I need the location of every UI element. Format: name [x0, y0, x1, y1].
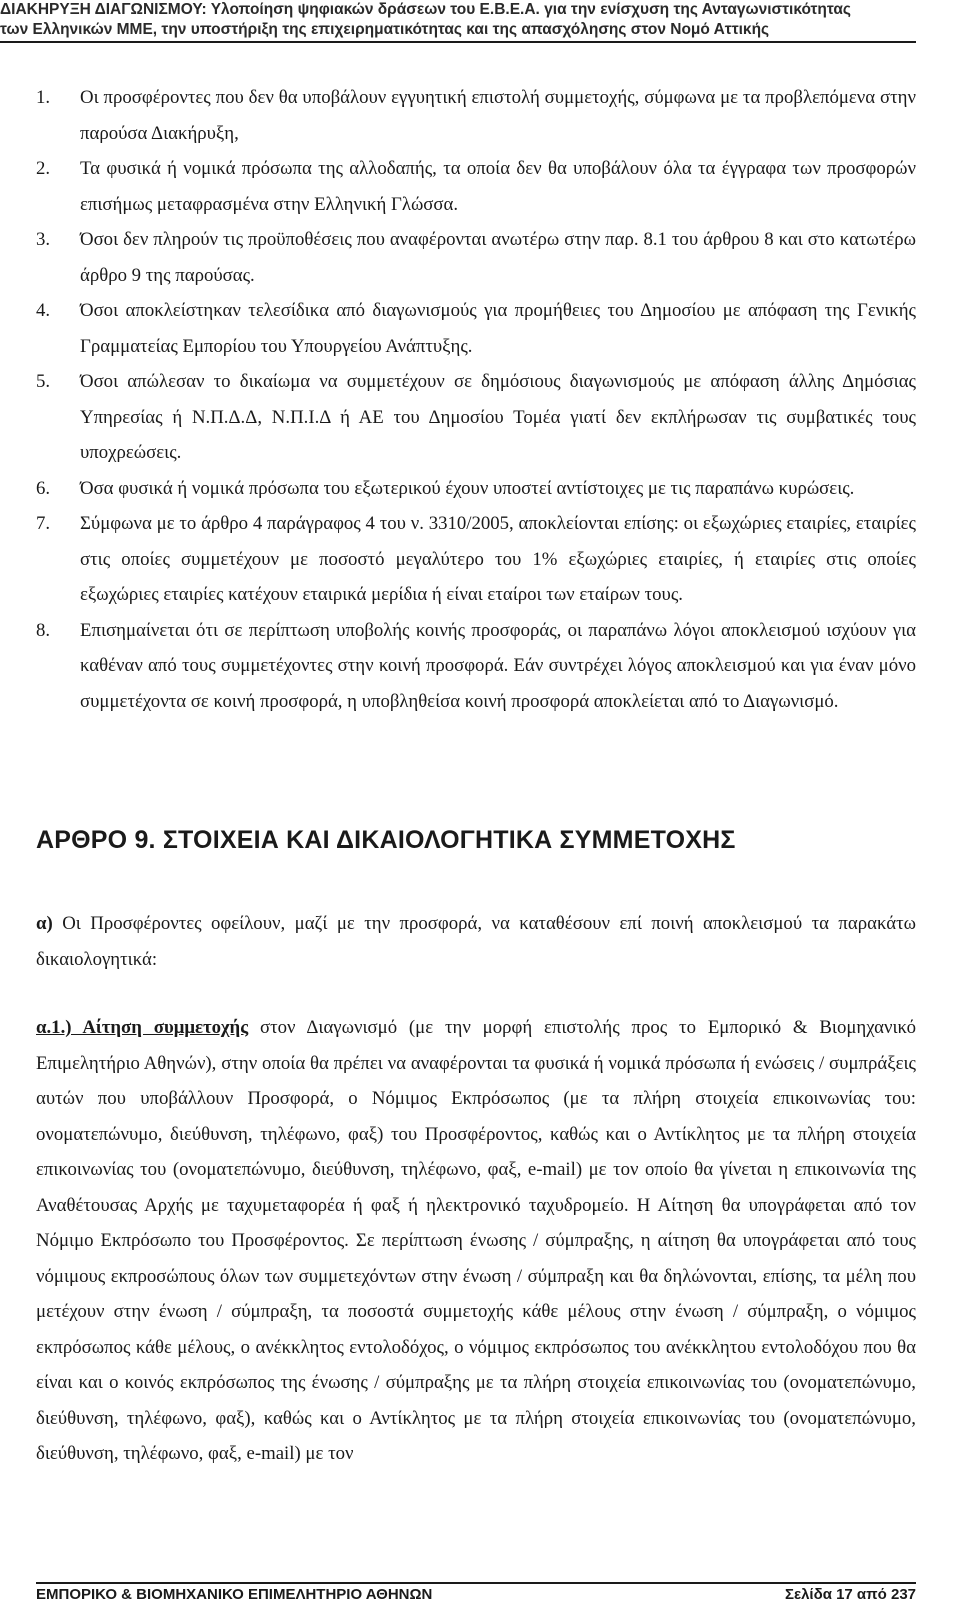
page-footer — [36, 1582, 916, 1603]
list-item-text: Όσα φυσικά ή νομικά πρόσωπα του εξωτερικού έχουν υποστεί αντίστοιχες με τις παραπάνω κυρώσεις. — [80, 477, 855, 499]
paragraph-a-label: α) — [36, 913, 53, 934]
list-item-text: Τα φυσικά ή νομικά πρόσωπα της αλλοδαπής, τα οποία δεν θα υποβάλουν όλα τα έγγραφα των προσφορών επισήμως μεταφρασμένα στην Ελληνική Γλώσσα. — [80, 158, 916, 215]
header-line-2: των Ελληνικών ΜΜΕ, την υποστήριξη της επιχειρηματικότητας και της απασχόλησης στον Νομό Αττικής — [0, 21, 770, 38]
list-item-text: Όσοι απώλεσαν το δικαίωμα να συμμετέχουν σε δημόσιους διαγωνισμούς με απόφαση άλλης Δημόσιας Υπηρεσίας ή Ν.Π.Δ.Δ, Ν.Π.Ι.Δ ή ΑΕ του Δημοσίου Τομέα γιατί δεν εκπλήρωσαν τις συμβατικές τους υποχρεώσεις. — [80, 371, 916, 463]
paragraph-a1 — [36, 1010, 916, 1472]
page-header — [0, 0, 916, 43]
paragraph-a1-label: α.1.) Αίτηση συμμετοχής — [36, 1017, 249, 1038]
list-item-number: 5. — [36, 371, 51, 392]
paragraph-a1-text: στον Διαγωνισμό (με την μορφή επιστολής προς το Εμπορικό & Βιομηχανικό Επιμελητήριο Αθηνών), στην οποία θα πρέπει να αναφέρονται τα φυσικά ή νομικά πρόσωπα ή ενώσεις / συμπράξεις αυτών που υποβάλλουν Προσφορά, ο Νόμιμος Εκπρόσωπος (με τα πλήρη στοιχεία επικοινωνίας του: ονοματεπώνυμο, διεύθυνση, τηλέφωνο, φαξ) του Προσφέροντος, καθώς και ο Αντίκλητος με τα πλήρη στοιχεία επικοινωνίας του (ονοματεπώνυμο, διεύθυνση, τηλέφωνο, φαξ, e-mail) με τον οποίο θα γίνεται η επικοινωνία της Αναθέτουσας Αρχής με ταχυμεταφορέα ή φαξ ή ηλεκτρονικό ταχυδρομείο. Η Αίτηση θα υπογράφεται από τον Νόμιμο Εκπρόσωπο του Προσφέροντος. Σε περίπτωση ένωσης / σύμπραξης, η αίτηση θα υπογράφεται από τους νόμιμους εκπροσώπους όλων των συμμετεχόντων στην ένωση / σύμπραξη και θα δηλώνονται, επίσης, τα μέλη που μετέχουν στην ένωση / σύμπραξη, τα ποσοστά συμμετοχής κάθε μέλους στην ένωση / σύμπραξη, ο νόμιμος εκπρόσωπος κάθε μέλους, ο ανέκκλητος εντολοδόχος, ο νόμιμος εκπρόσωπος του ανέκκλητου εντολοδόχου που θα είναι και ο κοινός εκπρόσωπος της ένωσης / σύμπραξης με τα πλήρη στοιχεία επικοινωνίας του (ονοματεπώνυμο, διεύθυνση, τηλέφωνο, φαξ), καθώς και ο Αντίκλητος με τα πλήρη στοιχεία επικοινωνίας του (ονοματεπώνυμο, διεύθυνση, τηλέφωνο, φαξ, e-mail) με τον — [36, 1017, 916, 1464]
list-item-number: 7. — [36, 513, 51, 534]
list-item — [36, 151, 916, 222]
list-item-text: Όσοι αποκλείστηκαν τελεσίδικα από διαγωνισμούς για προμήθειες του Δημοσίου με απόφαση της Γενικής Γραμματείας Εμπορίου του Υπουργείου Ανάπτυξης. — [80, 300, 916, 357]
page-number: Σελίδα 17 από 237 — [784, 1586, 916, 1603]
list-item-text: Επισημαίνεται ότι σε περίπτωση υποβολής κοινής προσφοράς, οι παραπάνω λόγοι αποκλεισμού ισχύουν για καθέναν από τους συμμετέχοντες στην κοινή προσφορά. Εάν συντρέχει λόγος αποκλεισμού και για έναν μόνο συμμετέχοντα σε κοινή προσφορά, η υποβληθείσα κοινή προσφορά αποκλείεται από το Διαγωνισμό. — [80, 619, 916, 712]
paragraph-a-text: Οι Προσφέροντες οφείλουν, μαζί με την προσφορά, να καταθέσουν επί ποινή αποκλεισμού τα παρακάτω δικαιολογητικά: — [36, 913, 916, 970]
list-item-text: Όσοι δεν πληρούν τις προϋποθέσεις που αναφέρονται ανωτέρω στην παρ. 8.1 του άρθρου 8 και στο κατωτέρω άρθρο 9 της παρούσας. — [80, 229, 916, 286]
list-item-text: Οι προσφέροντες που δεν θα υποβάλουν εγγυητική επιστολή συμμετοχής, σύμφωνα με τα προβλεπόμενα στην παρούσα Διακήρυξη, — [80, 87, 916, 144]
list-item-number: 6. — [36, 477, 51, 499]
article-title: ΑΡΘΡΟ 9. ΣΤΟΙΧΕΙΑ ΚΑΙ ΔΙΚΑΙΟΛΟΓΗΤΙΚΑ ΣΥΜΜΕΤΟΧΗΣ — [36, 826, 736, 854]
header-line-1: ΔΙΑΚΗΡΥΞΗ ΔΙΑΓΩΝΙΣΜΟΥ: Υλοποίηση ψηφιακών δράσεων του Ε.Β.Ε.Α. για την ενίσχυση της Ανταγωνιστικότητας — [0, 1, 851, 18]
list-item-number: 4. — [36, 300, 51, 321]
paragraph-a — [36, 906, 916, 977]
list-item — [36, 364, 916, 471]
list-item — [36, 222, 916, 293]
list-item — [36, 613, 916, 720]
exclusion-list — [36, 80, 916, 719]
list-item — [36, 80, 916, 151]
list-item-number: 8. — [36, 619, 51, 641]
list-item — [36, 293, 916, 364]
list-item-text: Σύμφωνα με το άρθρο 4 παράγραφος 4 του ν. 3310/2005, αποκλείονται επίσης: οι εξωχώριες εταιρίες, εταιρίες στις οποίες συμμετέχουν με ποσοστό μεγαλύτερο του 1% εξωχώριες εταιρίες, ή εταιρίες στις οποίες εξωχώριες εταιρίες κατέχουν εταιρικά μερίδια ή είναι εταίροι των εταίρων τους. — [80, 513, 916, 605]
list-item-number: 2. — [36, 158, 51, 179]
list-item-number: 1. — [36, 87, 51, 108]
list-item-number: 3. — [36, 229, 51, 250]
list-item — [36, 506, 916, 613]
list-item — [36, 471, 916, 507]
footer-organization: ΕΜΠΟΡΙΚΟ & ΒΙΟΜΗΧΑΝΙΚΟ ΕΠΙΜΕΛΗΤΗΡΙΟ ΑΘΗΝΩΝ — [36, 1586, 433, 1603]
